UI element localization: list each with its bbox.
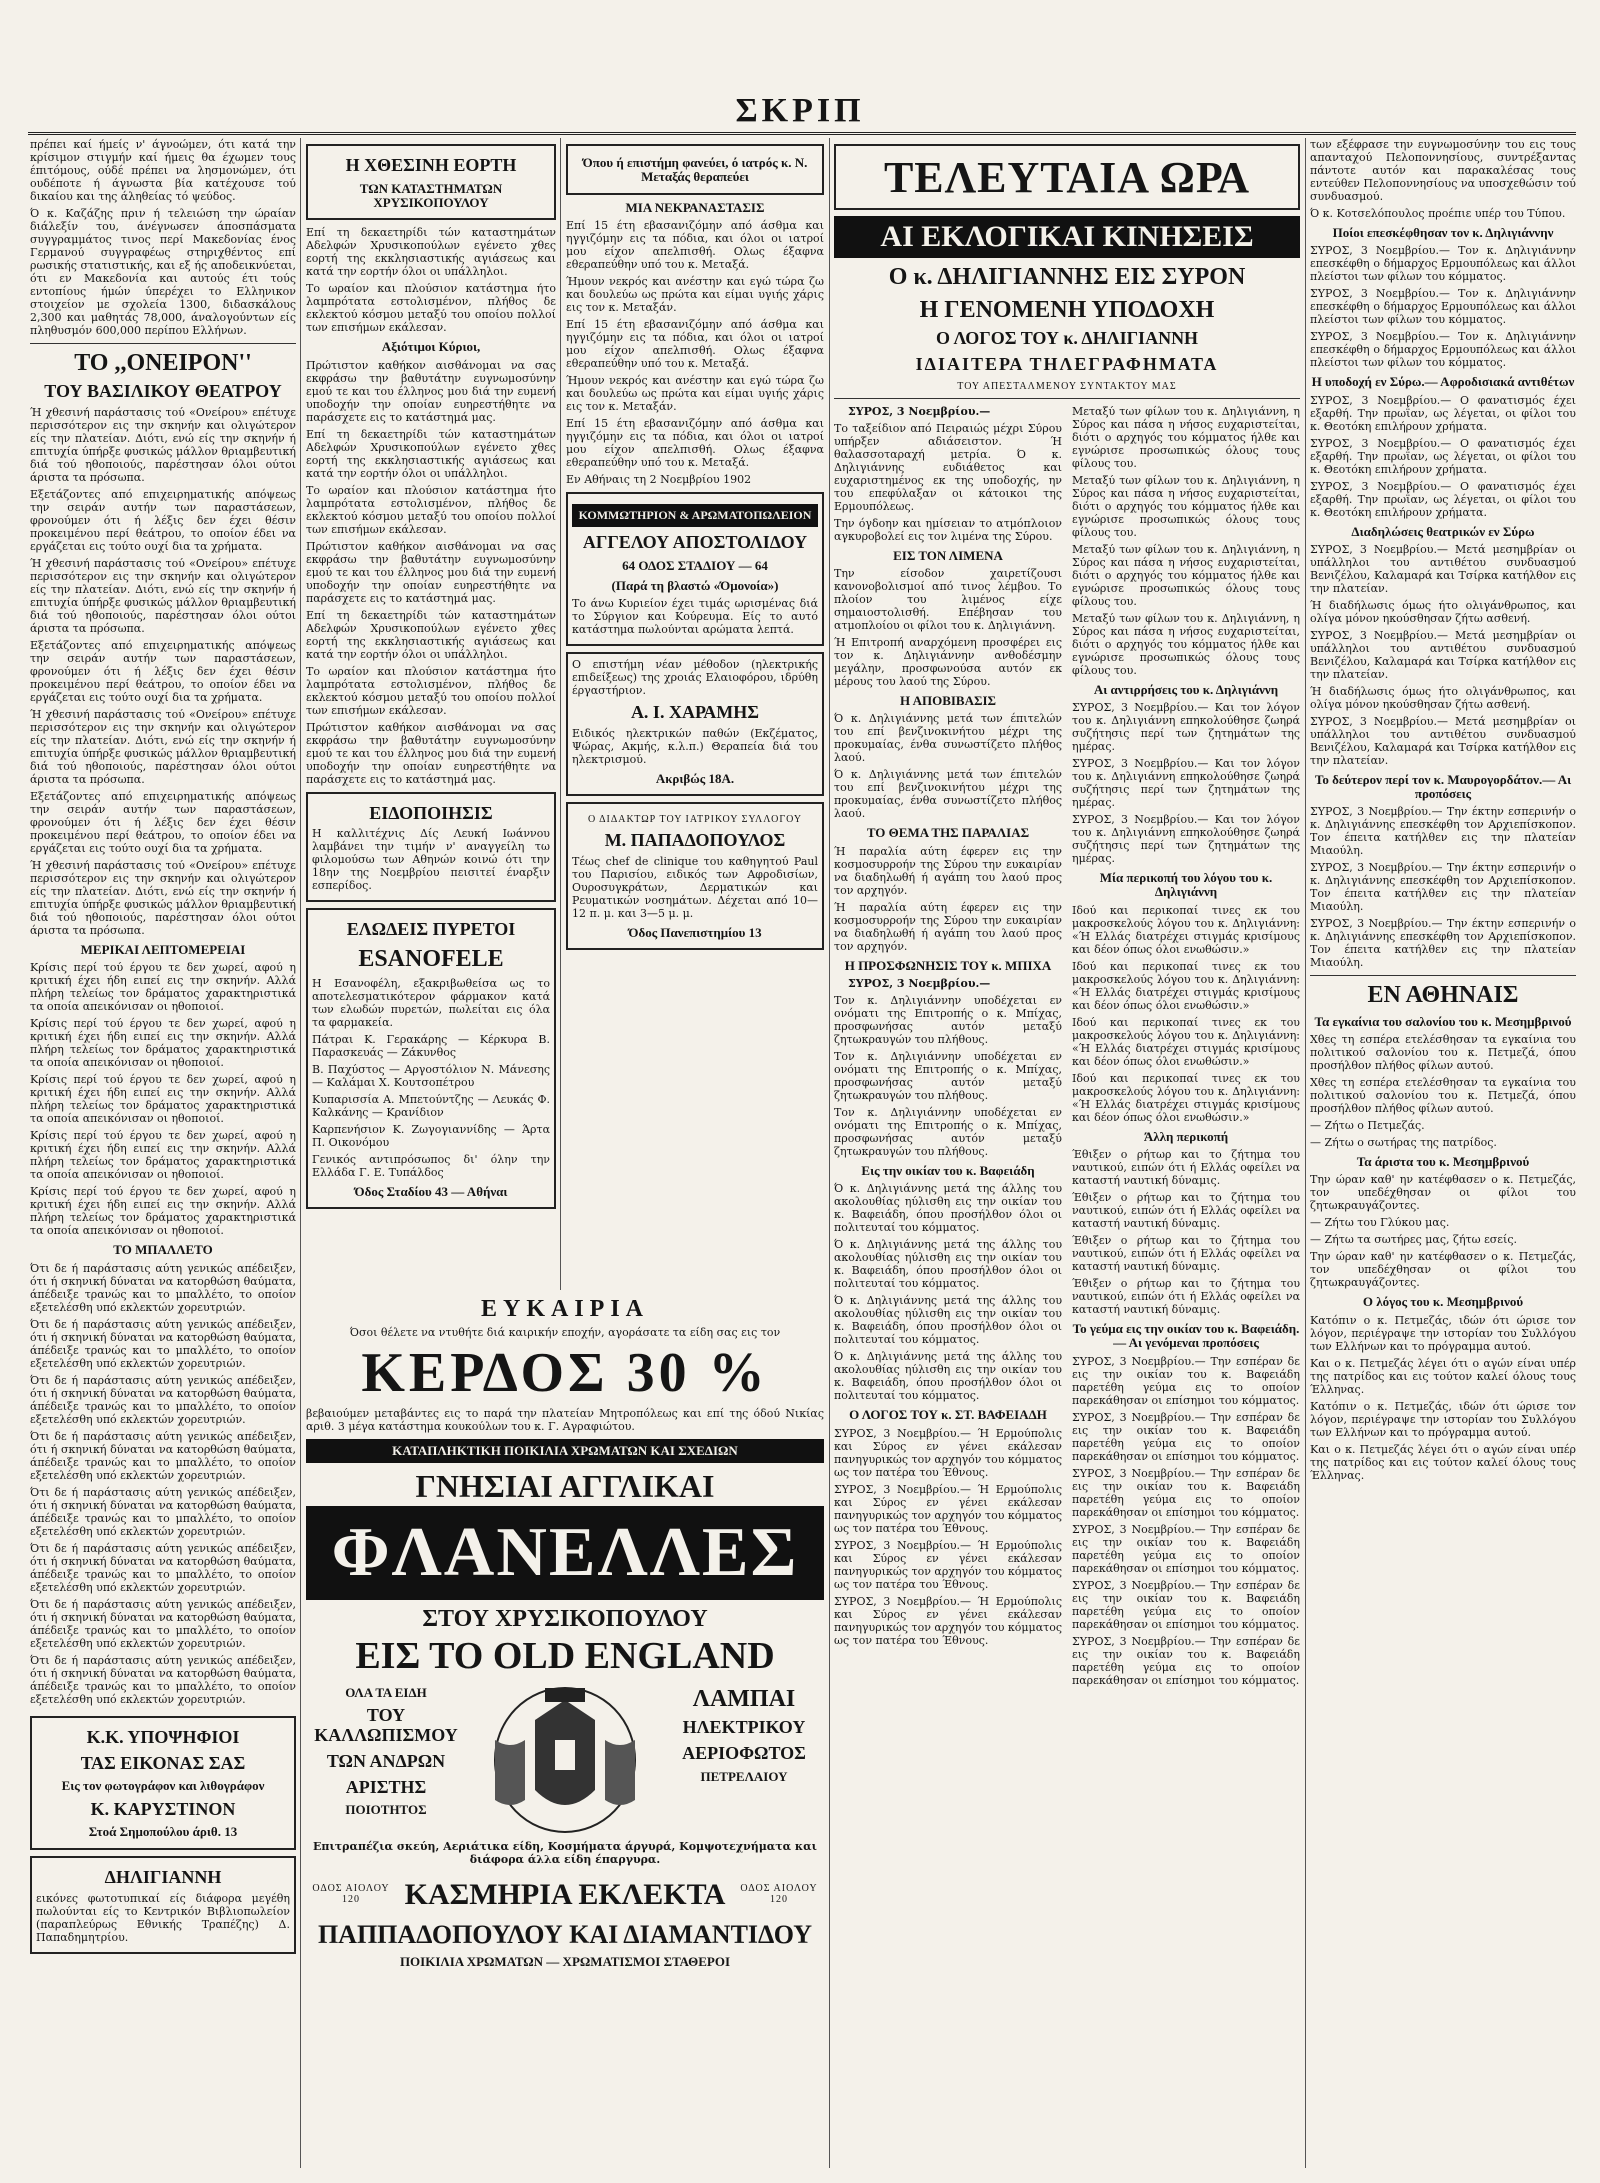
column-divider [1305,138,1306,2168]
ad-england-right [664,1680,824,1788]
ad-address: Ακριβώς 18Α. [655,771,735,787]
article-text: Το ταξείδιον από Πειραιώς μέχρι Σύρου υπήρξεν αδιάσειστον. Ή θαλασσοταραχή μετρία. Ό κ. Δηλιγιάννης ευδιάθετος και ευχαριστημένος εκ της υποδοχής, ην του επεφύλαξαν οι κάτοικοι της Ερμουπόλεως. [834,421,1062,513]
article-text: ΣΥΡΟΣ, 3 Νοεμβρίου.— Ο φανατισμός έχει εξαρθή. Την πρωΐαν, ως λέγεται, οι φίλοι του κ. Θεοτόκη επιλήρουν χρήματα. [1310,436,1576,476]
article-text: ΣΥΡΟΣ, 3 Νοεμβρίου.— Την έκτην εσπερινήν ο κ. Δηλιγιάννης επεσκέφθη τον Αρχιεπίσκοπον. Τον έπειτα κατήλθεν εις την πλατείαν Μιαούλη. [1310,805,1576,858]
article-text: Ή χθεσινή παράστασις τού «Ονείρου» επέτυχε περισσότερον εις την σκηνήν και ολιγώτερον είς την πλατείαν. Διότι, ενώ είς την σκηνήν ή επιτυχία ύπήρξε φυσικώς μάλλον θριαμβευτική διά τού ηθοποιούς, παρέστησαν όλοι ούτοι άριστα τα πρόσωπα. [30,406,296,485]
article-text: Εξετάζοντες από επιχειρηματικής απόψεως την σειράν αυτήν των παραστάσεων, φρονούμεν ότι ή λέξις δεν έχει θέσιν προκειμένου περί θεάτρου, το οποίον έδει να εργάζεται εις τούτο ουχί δια τα χρήματα. [30,639,296,705]
article-text: Ό κ. Καζάζης πριν ή τελειώση την ώραίαν διάλεξίν του, άνέγνωσεν άποσπάσματα συγγραμμάτος τινος περί Μακεδονίας ένος Γερμανού συγγραφέως στηριχθέντος επί ρωσικής στατιστικής, και εξ ής αποδεικνύεται, ότι εν Μακεδονία και αυτούς έτι τούς εντοπίους ήμών ύπερέχει το Ελληνικον στοιχείον με σχολεία 1300, διδασκάλους 2,300 και μαθητάς 78,000, άναλογούντων είς πληθυσμόν 600,000 περίπου Ελλήνων. [30,207,296,337]
article-text: ΣΥΡΟΣ, 3 Νοεμβρίου.— Τον κ. Δηλιγιάννην επεσκέφθη ο δήμαρχος Ερμουπόλεως και άλλοι πλείστοι των φίλων του κόμματος. [1310,330,1576,370]
article-text: Κρίσις περί τού έργου τε δεν χωρεί, αφού η κριτική έχει ήδη ειπεί εις την σκηνήν. Αλλά πλήρη τελείως τον δράματος χαρακτηριστικά τα οποία απεικόνισαν οι ηθοποιοί. [30,961,296,1014]
article-text: Ό κ. Δηλιγιάννης μετά των έπιτελών του επί βενζινοκινήτου μέχρι της προκυμαίας, ένθα συνωστίζετο πλήθος λαού. [834,768,1062,821]
article-text: ΣΥΡΟΣ, 3 Νοεμβρίου.— Ή Ερμούπολις και Σύρος εν γένει εκάλεσαν πανηγυρικώς τον αρχηγόν του κόμματος ως τον πατέρα του Έθνους. [834,1594,1062,1647]
ad-ypopsifioi [30,1716,296,1850]
article-text: Επί 15 έτη εβασανιζόμην από άσθμα και ηγγιζόμην εις τα πόδια, και όλοι οι ιατροί μου είχον απελπισθή. Ολως έξαφνα εθεραπεύθην υπό του κ. Μεταξά. [566,317,824,370]
dateline-lead: ΣΥΡΟΣ, 3 Νοεμβρίου.— [848,404,991,418]
article-text: ΣΥΡΟΣ, 3 Νοεμβρίου.— Την έκτην εσπερινήν ο κ. Δηλιγιάννης επεσκέφθη τον Αρχιεπίσκοπον. Τον έπειτα κατήλθεν εις την πλατείαν Μιαούλη. [1310,917,1576,970]
subhead-ypodochi: Η υποδοχή εν Σύρω.— Αφροδισιακά αντιθέτων [1311,374,1575,390]
article-text: Εξετάζοντες από επιχειρηματικής απόψεως την σειράν αυτήν των παραστάσεων, φρονούμεν ότι ή λέξις δεν έχει θέσιν προκειμένου περί θεάτρου, το οποίον έδει να εργάζεται εις τούτο ουχί δια τα χρήματα. [30,790,296,856]
headline-apestalmenou: ΤΟΥ ΑΠΕΣΤΑΛΜΕΝΟΥ ΣΥΝΤΑΚΤΟΥ ΜΑΣ [957,380,1177,392]
ad-text: Γενικός αντιπρόσωπος δι' όλην την Ελλάδα Γ. Ε. Τυπάλδος [312,1152,550,1179]
article-text: Εξετάζοντες από επιχειρηματικής απόψεως την σειράν αυτήν των παραστάσεων, φρονούμεν ότι ή λέξις δεν έχει θέσιν προκειμένου περί θεάτρου, το οποίον έδει να εργάζεται εις τούτο ουχί δια τα χρήματα. [30,488,296,554]
article-text: ΣΥΡΟΣ, 3 Νοεμβρίου.— Ο φανατισμός έχει εξαρθή. Την πρωΐαν, ως λέγεται, οι φίλοι του κ. Θεοτόκη επιλήρουν χρήματα. [1310,479,1576,519]
article-text: Κρίσις περί τού έργου τε δεν χωρεί, αφού η κριτική έχει ήδη ειπεί εις την σκηνήν. Αλλά πλήρη τελείως τον δράματος χαρακτηριστικά τα οποία απεικόνισαν οι ηθοποιοί. [30,1129,296,1182]
subhead-limena: ΕΙΣ ΤΟΝ ΛΙΜΕΝΑ [893,547,1003,563]
ad-band: ΚΟΜΜΩΤΗΡΙΟΝ & ΑΡΩΜΑΤΟΠΩΛΕΙΟΝ [572,504,818,527]
pharmacy-line: Πάτραι Κ. Γερακάρης — Κέρκυρα Β. Παρασκευάς — Ζάκυνθος [312,1032,550,1059]
headline-leptomereiai: ΜΕΡΙΚΑΙ ΛΕΠΤΟΜΕΡΕΙΑΙ [80,942,246,958]
article-text: Την ώραν καθ' ην κατέφθασεν ο κ. Πετμεζάς, τον υπεδέχθησαν οι φίλοι του ζητωκραυγάζοντες. [1310,1250,1576,1290]
dateline-lead: ΣΥΡΟΣ, 3 Νοεμβρίου.— [848,976,991,990]
teleutaia-box [834,144,1300,210]
separator [1310,975,1576,976]
ad-kasmiria: ΚΑΣΜΗΡΙΑ ΕΚΛΕΚΤΑ [404,1877,726,1911]
article-text: Ό κ. Δηλιγιάννης μετά της άλλης του ακολουθίας ηύλισθη εις την οικίαν του κ. Βαφειάδη, όπου προσήλθον όλοι οι πολιτευταί του κόμματος. [834,1350,1062,1403]
article-text: — Ζήτω ο Πετμεζάς. [1310,1119,1425,1133]
article-text: Έθιξεν ο ρήτωρ και το ζήτημα του ναυτικού, ειπών ότι ή Ελλάς οφείλει να καταστή ναυτική δύναμις. [1072,1190,1300,1230]
dateline [834,977,1062,990]
article-text: Κατόπιν ο κ. Πετμεζάς, ιδών ότι ώρισε τον λόγον, περιέγραψε την ιστορίαν του Συλλόγου των Ελλήνων και το πρόγραμμα αυτού. [1310,1399,1576,1439]
subhead-alli: Άλλη περικοπή [1143,1128,1229,1144]
ad-diligianni [30,1856,296,1954]
royal-emblem-icon [475,1680,655,1840]
headline-eidopoiisis: ΕΙΔΟΠΟΙΗΣΙΣ [369,802,493,823]
article-text: Έθιξεν ο ρήτωρ και το ζήτημα του ναυτικού, ειπών ότι ή Ελλάς οφείλει να καταστή ναυτική δύναμις. [1072,1233,1300,1273]
article-text: ΣΥΡΟΣ, 3 Νοεμβρίου.— Ή Ερμούπολις και Σύρος εν γένει εκάλεσαν πανηγυρικώς τον αρχηγόν του κόμματος ως τον πατέρα του Έθνους. [834,1426,1062,1479]
article-text: Την όγδοην και ημίσειαν το ατμόπλοιον αγκυροβολεί εις τον λιμένα της Σύρου. [834,516,1062,543]
dateline [834,405,1062,418]
article-text: ΣΥΡΟΣ, 3 Νοεμβρίου.— Και τον λόγον του κ. Δηλιγιάννη επηκολούθησε ζωηρά συζήτησις περί των ζητημάτων της ημέρας. [1072,757,1300,810]
ad-kasmiria-row [306,1872,824,1915]
ad-line: ΠΕΤΡΕΛΑΙΟΥ [700,1768,788,1784]
article-text: Ό κ. Δηλιγιάννης μετά της άλλης του ακολουθίας ηύλισθη εις την οικίαν του κ. Βαφειάδη, όπου προσήλθον όλοι οι πολιτευταί του κόμματος. [834,1294,1062,1347]
article-text: Την είσοδον χαιρετίζουσι κανονοβολισμοί από τινος λέμβου. Το πλοίον του λιμένος είχε σημαιοστολισθή. Επέβησαν του ατμοπλοίου οι φίλοι του κ. Δηλιγιάννη. [834,567,1062,633]
ad-band: ΚΑΤΑΠΛΗΚΤΙΚΗ ΠΟΙΚΙΛΙΑ ΧΡΩΜΑΤΩΝ ΚΑΙ ΣΧΕΔΙΩΝ [306,1439,824,1463]
ad-kerdos: ΚΕΡΔΟΣ 30 % [361,1342,769,1405]
feast-quote-title: Αξιότιμοι Κύριοι, [381,339,481,355]
article-text: Επί τη δεκαετηρίδι τών καταστημάτων Αδελφών Χρυσικοπούλων εγένετο χθες εορτή της εκκλησιαστικής αγιάσεως και κατά την εορτήν όλοι οι υπάλληλοι. [306,226,556,279]
subhead-egkainia: Τα εγκαίνια του σαλονίου του κ. Μεσημβρινού [1314,1013,1572,1029]
article-text: Ότι δε ή παράστασις αύτη γενικώς απέδειξεν, ότι ή σκηνική δύναται να κατορθώση θαύματα, άπέδειξε τρανώς και το μπαλλέτο, το οποίον εξετελέσθη υπό εκλεκτών χορευτριών. [30,1429,296,1482]
subhead-potoi: Ποίοι επεσκέφθησαν τον κ. Δηλιγιάννην [1332,225,1554,240]
article-text: Κατόπιν ο κ. Πετμεζάς, ιδών ότι ώρισε τον λόγον, περιέγραψε την ιστορίαν του Συλλόγου των Ελλήνων και το πρόγραμμα αυτού. [1310,1313,1576,1353]
headline-logos: Ο ΛΟΓΟΣ ΤΟΥ κ. ΔΗΛΙΓΙΑΝΝΗ [935,328,1199,349]
masthead [0,92,1600,132]
article-text: Μεταξύ των φίλων του κ. Δηλιγιάννη, η Σύρος και πάσα η νήσος ευχαριστείται, διότι ο αρχηγός του κόμματος ήλθε και εγνώρισε προσωπικώς όλους τους φίλους του. [1072,473,1300,539]
article-text: Τον κ. Δηλιγιάννην υποδέχεται εν ονόματι της Επιτροπής ο κ. Μπίχας, προσφωνήσας αυτόν μεταξύ ζητωκραυγών του πλήθους. [834,1049,1062,1102]
article-text: ΣΥΡΟΣ, 3 Νοεμβρίου.— Την εσπέραν δε εις την οικίαν του κ. Βαφειάδη παρετέθη γεύμα εις το οποίον παρεκάθησαν οι επίσημοι του κόμματος. [1072,1354,1300,1407]
ad-text: Η Εσανοφέλη, εξακριβωθείσα ως το αποτελεσματικότερον φάρμακον κατά των ελωδών πυρετών, πωλείται εις όλα τα φαρμακεία. [312,976,550,1029]
ad-address: ΟΔΟΣ ΑΙΟΛΟΥ 120 [740,1883,818,1906]
feast-header-box [306,144,556,220]
article-text: ΣΥΡΟΣ, 3 Νοεμβρίου.— Ο φανατισμός έχει εξαρθή. Την πρωΐαν, ως λέγεται, οι φίλοι του κ. Θεοτόκη επιλήρουν χρήματα. [1310,393,1576,433]
headline-ypodochi: Η ΓΕΝΟΜΕΝΗ ΥΠΟΔΟΧΗ [919,296,1215,323]
col4-right [1072,405,1300,1691]
article-text: Έθιξεν ο ρήτωρ και το ζήτημα του ναυτικού, ειπών ότι ή Ελλάς οφείλει να καταστή ναυτική δύναμις. [1072,1276,1300,1316]
article-text: Πρώτιστον καθήκον αισθάνομαι να σας εκφράσω την βαθυτάτην ευγνωμοσύνην εμού τε και του έλληνος μου διά την ευμενή υποδοχήν την οποίαν ευηρεστήθητε να παράσχετε εις το κατάστημά μας. [306,720,556,786]
headline-nekranastasis: ΜΙΑ ΝΕΚΡΑΝΑΣΤΑΣΙΣ [625,199,765,215]
headline-syros: Ο κ. ΔΗΛΙΓΙΑΝΝΗΣ ΕΙΣ ΣΥΡΟΝ [888,264,1246,291]
article-text: Κρίσις περί τού έργου τε δεν χωρεί, αφού η κριτική έχει ήδη ειπεί εις την σκηνήν. Αλλά πλήρη τελείως τον δράματος χαρακτηριστικά τα οποία απεικόνισαν οι ηθοποιοί. [30,1017,296,1070]
ad-pappadopoulou: ΠΑΠΠΑΔΟΠΟΥΛΟΥ ΚΑΙ ΔΙΑΜΑΝΤΙΔΟΥ [317,1919,813,1949]
subhead-vafeiadi: Εις την οικίαν του κ. Βαφειάδη [861,1162,1035,1178]
article-text: Τον κ. Δηλιγιάννην υποδέχεται εν ονόματι της Επιτροπής ο κ. Μπίχας, προσφωνήσας αυτόν μεταξύ ζητωκραυγών του πλήθους. [834,993,1062,1046]
eidopoiisis-box [306,792,556,903]
article-text: Επί 15 έτη εβασανιζόμην από άσθμα και ηγγιζόμην εις τα πόδια, και όλοι οι ιατροί μου είχον απελπισθή. Ολως έξαφνα εθεραπεύθην υπό του κ. Μεταξά. [566,218,824,271]
ad-brand: ESANOFELE [358,946,504,973]
ad-title: ΔΗΛΙΓΙΑΝΝΗ [104,1866,222,1887]
center-ad-block [306,1290,824,2170]
subheadline-feast: ΤΩΝ ΚΑΤΑΣΤΗΜΑΤΩΝ ΧΡΥΣΙΚΟΠΟΥΛΟΥ [359,180,503,211]
headline-balleto: ΤΟ ΜΠΑΛΛΕΤΟ [113,1242,213,1258]
ad-line: ΛΑΜΠΑΙ [692,1685,796,1712]
article-text: ΣΥΡΟΣ, 3 Νοεμβρίου.— Την εσπέραν δε εις την οικίαν του κ. Βαφειάδη παρετέθη γεύμα εις το οποίον παρεκάθησαν οι επίσημοι του κόμματος. [1072,1466,1300,1519]
column-1 [30,138,296,2168]
article-text: Ή Επιτροπή αναρχόμενη προσφέρει εις τον κ. Δηλιγιάννην ανθοδέσμην μεγάλην, προσφωνούσα αυτόν εκ μέρους του λαού της Σύρου. [834,636,1062,689]
article-text: ΣΥΡΟΣ, 3 Νοεμβρίου.— Τον κ. Δηλιγιάννην επεσκέφθη ο δήμαρχος Ερμουπόλεως και άλλοι πλείστοι των φίλων του κόμματος. [1310,244,1576,284]
ad-esanofele [306,908,556,1208]
article-text: Ήμουν νεκρός και ανέστην και εγώ τώρα ζω και δουλεύω ως πρώτα και είμαι υγιής χάρις εις τον κ. Μεταξάν. [566,373,824,413]
ad-address: Στοά Σημοπούλου άριθ. 13 [88,1824,238,1840]
ad-england-left [306,1680,466,1822]
ad-text: Ο επιστήμη νέαν μέθοδον (ηλεκτρικής επιδείξεως) της χροιάς Ελαιοφόρου, ιδρύθη έργαστήριον. [572,658,818,698]
article-text: Τον κ. Δηλιγιάννην υποδέχεται εν ονόματι της Επιτροπής ο κ. Μπίχας, προσφωνήσας αυτόν μεταξύ ζητωκραυγών του πλήθους. [834,1105,1062,1158]
article-text: ΣΥΡΟΣ, 3 Νοεμβρίου.— Την εσπέραν δε εις την οικίαν του κ. Βαφειάδη παρετέθη γεύμα εις το οποίον παρεκάθησαν οι επίσημοι του κόμματος. [1072,1410,1300,1463]
headline-oneiron: ΤΟ ,,ΟΝΕΙΡΟΝ'' [74,350,252,376]
ad-flannelles: ΦΛΑΝΕΛΛΕΣ [331,1514,799,1592]
subhead-apovivasis: Η ΑΠΟΒΙΒΑΣΙΣ [899,693,997,709]
masthead-title: ΣΚΡΙΠ [735,92,865,129]
article-text: ΣΥΡΟΣ, 3 Νοεμβρίου.— Την εσπέραν δε εις την οικίαν του κ. Βαφειάδη παρετέθη γεύμα εις το οποίον παρεκάθησαν οι επίσημοι του κόμματος. [1072,1634,1300,1687]
article-text: Το ωραίον και πλούσιον κατάστημα ήτο λαμπρότατα εστολισμένον, πλήθος δε εκλεκτού κόσμου μεταξύ του οποίου πολλοί των επισήμων εκάλεσαν. [306,664,556,717]
ad-line: ΤΩΝ ΑΝΔΡΩΝ [326,1750,446,1771]
article-text: Ιδού και περικοπαί τινες εκ του μακροσκελούς λόγου του κ. Δηλιγιάννη: «Ή Ελλάς διατρέχει στιγμάς κρισίμους και δέον όπως όλοι ενωθώσιν.» [1072,1071,1300,1124]
notice-text: Η καλλιτέχνις Δίς Λευκή Ιωάννου λαμβάνει την τιμήν ν' αναγγείλη τω φιλομούσω των Αθηνών κοινώ ότι την 18ην της Νοεμβρίου πεισιτεί έναρξιν εσπερίδος. [312,827,550,893]
ad-eukairia: ΕΥΚΑΙΡΙΑ [480,1296,649,1322]
ad-title: Α. Ι. ΧΑΡΑΜΗΣ [630,702,760,723]
article-text: Την ώραν καθ' ην κατέφθασεν ο κ. Πετμεζάς, τον υπεδέχθησαν οι φίλοι του ζητωκραυγάζοντες. [1310,1173,1576,1213]
subhead-diathlosis: Διαδηλώσεις θεατρικών εν Σύρω [1351,523,1535,539]
article-text: ΣΥΡΟΣ, 3 Νοεμβρίου.— Μετά μεσημβρίαν οι υπάλληλοι του αντιθέτου συνδυασμού Βενιζέλου, Καλαμαρά και Τσίρκα κατήλθον εις την πλατείαν. [1310,714,1576,767]
article-text: Μεταξύ των φίλων του κ. Δηλιγιάννη, η Σύρος και πάσα η νήσος ευχαριστείται, διότι ο αρχηγός του κόμματος ήλθε και εγνώρισε προσωπικώς όλους τους φίλους του. [1072,542,1300,608]
col4-subcolumns [834,405,1300,1691]
ad-line: ΑΡΙΣΤΗΣ [345,1776,427,1797]
ad-address: ΟΔΟΣ ΑΙΟΛΟΥ 120 [312,1883,390,1906]
article-text: Ότι δε ή παράστασις αύτη γενικώς απέδειξεν, ότι ή σκηνική δύναται να κατορθώση θαύματα, άπέδειξε τρανώς και το μπαλλέτο, το οποίον εξετελέσθη υπό εκλεκτών χορευτριών. [30,1485,296,1538]
ad-papadopoulos [566,802,824,950]
article-text: Μεταξύ των φίλων του κ. Δηλιγιάννη, η Σύρος και πάσα η νήσος ευχαριστείται, διότι ο αρχηγός του κόμματος ήλθε και εγνώρισε προσωπικώς όλους τους φίλους του. [1072,404,1300,470]
subhead-mavrogordato: Το δεύτερον περί τον κ. Μαυρογορδάτον.— Αι προπόσεις [1314,771,1572,802]
subhead-thema: ΤΟ ΘΕΜΑ ΤΗΣ ΠΑΡΑΛΙΑΣ [866,825,1030,841]
notice-title: Όπου ή επιστήμη φανεύει, ό ιατρός κ. Ν. Μεταξάς θεραπεύει [582,155,808,185]
article-text: — Ζήτω ο σωτήρας της πατρίδος. [1310,1136,1497,1150]
article-text: Χθες τη εσπέρα ετελέσθησαν τα εγκαίνια του πολιτικού σαλονίου του κ. Πετμεζά, όπου προσήλθον πλήθος φίλων αυτού. [1310,1033,1576,1073]
subhead-logos: Ο λόγος του κ. Μεσημβρινού [1362,1294,1524,1310]
col4-left [834,405,1062,1691]
ad-text: Ειδικός ηλεκτρικών παθών (Εκζέματος, Ψώρας, Ακμής, κ.λ.π.) Θεραπεία διά του ηλεκτρισμού. [572,727,818,767]
article-text: ΣΥΡΟΣ, 3 Νοεμβρίου.— Μετά μεσημβρίαν οι υπάλληλοι του αντιθέτου συνδυασμού Βενιζέλου, Καλαμαρά και Τσίρκα κατήλθον εις την πλατείαν. [1310,542,1576,595]
ad-address: Όδος Πανεπιστημίου 13 [628,925,762,941]
ad-text: Το άνω Κυριείον έχει τιμάς ωρισμένας διά το Σύργιον και Κούρευμα. Είς το αυτό κατάστημα πωλούνται αρώματα λεπτά. [572,597,818,637]
article-text: Έθιξεν ο ρήτωρ και το ζήτημα του ναυτικού, ειπών ότι ή Ελλάς οφείλει να καταστή ναυτική δύναμις. [1072,1147,1300,1187]
headline-en-athinais: ΕΝ ΑΘΗΝΑΙΣ [1367,982,1519,1009]
article-text: ΣΥΡΟΣ, 3 Νοεμβρίου.— Ή Ερμούπολις και Σύρος εν γένει εκάλεσαν πανηγυρικώς τον αρχηγόν του κόμματος ως τον πατέρα του Έθνους. [834,1482,1062,1535]
article-text: Ότι δε ή παράστασις αύτη γενικώς απέδειξεν, ότι ή σκηνική δύναται να κατορθώση θαύματα, άπέδειξε τρανώς και το μπαλλέτο, το οποίον εξετελέσθη υπό εκλεκτών χορευτριών. [30,1373,296,1426]
column-4 [834,138,1300,2168]
article-text: Χθες τη εσπέρα ετελέσθησαν τα εγκαίνια του πολιτικού σαλονίου του κ. Πετμεζά, όπου προσήλθον πλήθος φίλων αυτού. [1310,1076,1576,1116]
headline-teleutaia: ΤΕΛΕΥΤΑΙΑ ΩΡΑ [883,153,1251,202]
article-text: Και ο κ. Πετμεζάς λέγει ότι ο αγών είναι υπέρ της πατρίδος και εις τούτον καλεί όλους τους Έλληνας. [1310,1356,1576,1396]
ad-line: ΗΛΕΚΤΡΙΚΟΥ [682,1717,806,1738]
ad-charamis [566,652,824,796]
ad-title: Κ.Κ. ΥΠΟΨΗΦΙΟΙ [86,1726,240,1747]
subhead-antirrisis: Αι αντιρρήσεις του κ. Δηλιγιάννη [1093,681,1279,697]
headline-feast: Η ΧΘΕΣΙΝΗ ΕΟΡΤΗ [345,155,517,175]
pharmacy-line: Β. Παχύστος — Αργοστόλιον Ν. Μάνεσης — Καλάμαι Χ. Κουτσοπέτρου [312,1062,550,1089]
article-text: Ό κ. Δηλιγιάννης μετά της άλλης του ακολουθίας ηύλισθη εις την οικίαν του κ. Βαφειάδη, όπου προσήλθον όλοι οι πολιτευταί του κόμματος. [834,1182,1062,1235]
article-text: Ό κ. Κοτσελόπουλος προέπιε υπέρ του Τύπου. [1310,207,1566,220]
column-divider [829,138,830,2168]
article-text: Ή διαδήλωσις όμως ήτο ολιγάνθρωπος, και ολίγα μόνον ηκούσθησαν ζήτω ασθενή. [1310,598,1576,625]
article-text: Ό κ. Δηλιγιάννης μετά των έπιτελών του επί βενζινοκινήτου μέχρι της προκυμαίας, ένθα συνωστίζετο πλήθος λαού. [834,712,1062,765]
ad-line: ΤΟΥ ΚΑΛΛΩΠΙΣΜΟΥ [314,1705,458,1745]
article-text: Ότι δε ή παράστασις αύτη γενικώς απέδειξεν, ότι ή σκηνική δύναται να κατορθώση θαύματα, άπέδειξε τρανώς και το μπαλλέτο, το οποίον εξετελέσθη υπό εκλεκτών χορευτριών. [30,1541,296,1594]
ad-subtitle: (Παρά τη βλαστώ «Όμονοία») [611,577,779,593]
subhead-aristeris: Τα άριστα του κ. Μεσημβρινού [1356,1154,1530,1170]
article-text: Ότι δε ή παράστασις αύτη γενικώς απέδειξεν, ότι ή σκηνική δύναται να κατορθώση θαύματα, άπέδειξε τρανώς και το μπαλλέτο, το οποίον εξετελέσθη υπό εκλεκτών χορευτριών. [30,1317,296,1370]
article-text: Πρώτιστον καθήκον αισθάνομαι να σας εκφράσω την βαθυτάτην ευγνωμοσύνην εμού τε και του έλληνος μου διά την ευμενή υποδοχήν την οποίαν ευηρεστήθητε να παράσχετε εις το κατάστημά μας. [306,539,556,605]
article-text: Πρώτιστον καθήκον αισθάνομαι να σας εκφράσω την βαθυτάτην ευγνωμοσύνην εμού τε και του έλληνος μου διά την ευμενή υποδοχήν την οποίαν ευηρεστήθητε να παράσχετε εις το κατάστημά μας. [306,358,556,424]
article-text: Κρίσις περί τού έργου τε δεν χωρεί, αφού η κριτική έχει ήδη ειπεί εις την σκηνήν. Αλλά πλήρη τελείως τον δράματος χαρακτηριστικά τα οποία απεικόνισαν οι ηθοποιοί. [30,1185,296,1238]
metaxas-notice [566,144,824,195]
article-text: Ιδού και περικοπαί τινες εκ του μακροσκελούς λόγου του κ. Δηλιγιάννη: «Ή Ελλάς διατρέχει στιγμάς κρισίμους και δέον όπως όλοι ενωθώσιν.» [1072,959,1300,1012]
subheadline-oneiron: ΤΟΥ ΒΑΣΙΛΙΚΟΥ ΘΕΑΤΡΟΥ [44,381,282,402]
ad-england-grid [306,1680,824,1840]
ad-old-england: ΕΙΣ ΤΟ OLD ENGLAND [355,1635,775,1678]
article-text: Ότι δε ή παράστασις αύτη γενικώς απέδειξεν, ότι ή σκηνική δύναται να κατορθώση θαύματα, άπέδειξε τρανώς και το μπαλλέτο, το οποίον εξετελέσθη υπό εκλεκτών χορευτριών. [30,1261,296,1314]
headline-tilegrafimata: ΙΔΙΑΙΤΕΡΑ ΤΗΛΕΓΡΑΦΗΜΑΤΑ [915,353,1219,374]
article-text: Επί τη δεκαετηρίδι τών καταστημάτων Αδελφών Χρυσικοπούλων εγένετο χθες εορτή της εκκλησιαστικής αγιάσεως και κατά την εορτήν όλοι οι υπάλληλοι. [306,427,556,480]
article-text: Ιδού και περικοπαί τινες εκ του μακροσκελούς λόγου του κ. Δηλιγιάννη: «Ή Ελλάς διατρέχει στιγμάς κρισίμους και δέον όπως όλοι ενωθώσιν.» [1072,903,1300,956]
masthead-rule [28,132,1576,135]
ad-text: Όσοι θέλετε να ντυθήτε διά καιρικήν εποχήν, αγοράσατε τα είδη σας εις τον [349,1326,781,1340]
ad-bottom-line: ΠΟΙΚΙΛΙΑ ΧΡΩΜΑΤΩΝ — ΧΡΩΜΑΤΙΣΜΟΙ ΣΤΑΘΕΡΟΙ [399,1954,731,1970]
article-text: Ή χθεσινή παράστασις τού «Ονείρου» επέτυχε περισσότερον εις την σκηνήν και ολιγώτερον είς την πλατείαν. Διότι, ενώ είς την σκηνήν ή επιτυχία ύπήρξε φυσικώς μάλλον θριαμβευτική διά τού ηθοποιούς, παρέστησαν όλοι ούτοι άριστα τα πρόσωπα. [30,859,296,938]
article-text: Ότι δε ή παράστασις αύτη γενικώς απέδειξεν, ότι ή σκηνική δύναται να κατορθώση θαύματα, άπέδειξε τρανώς και το μπαλλέτο, το οποίον εξετελέσθη υπό εκλεκτών χορευτριών. [30,1653,296,1706]
ad-address: Όδος Σταδίου 43 — Αθήναι [354,1183,508,1199]
ad-kommotirion [566,492,824,646]
article-text: ΣΥΡΟΣ, 3 Νοεμβρίου.— Την εσπέραν δε εις την οικίαν του κ. Βαφειάδη παρετέθη γεύμα εις το οποίον παρεκάθησαν οι επίσημοι του κόμματος. [1072,1522,1300,1575]
article-text: Και ο κ. Πετμεζάς λέγει ότι ο αγών είναι υπέρ της πατρίδος και εις τούτον καλεί όλους τους Έλληνας. [1310,1442,1576,1482]
article-text: Το ωραίον και πλούσιον κατάστημα ήτο λαμπρότατα εστολισμένον, πλήθος δε εκλεκτού κόσμου μεταξύ του οποίου πολλοί των επισήμων εκάλεσαν. [306,483,556,536]
article-text: ΣΥΡΟΣ, 3 Νοεμβρίου.— Την έκτην εσπερινήν ο κ. Δηλιγιάννης επεσκέφθη τον Αρχιεπίσκοπον. Τον έπειτα κατήλθεν εις την πλατείαν Μιαούλη. [1310,861,1576,914]
ad-text: Τέως chef de clinique του καθηγητού Paul του Παρισίου, ειδικός των Αφροδισίων, Ουροσυγκράτων, Δερματικών και Ρευματικών νοσημάτων. Δέχεται από 10—12 π. μ. και 3—5 μ. μ. [572,855,818,921]
ad-text: βεβαιούμεν μεταβάντες εις το παρά την πλατείαν Μητροπόλεως και επί της όδού Νικίας αριθ. 3 μέγα κατάστημα κουκούλων του κ. Γ. Αγραφιώτου. [306,1406,824,1433]
pharmacy-line: Καρπενήσιον Κ. Ζωγογιαννίδης — Άρτα Π. Οικονόμου [312,1122,550,1149]
ad-line: ΠΟΙΟΤΗΤΟΣ [345,1802,427,1818]
article-text: Ιδού και περικοπαί τινες εκ του μακροσκελούς λόγου του κ. Δηλιγιάννη: «Ή Ελλάς διατρέχει στιγμάς κρισίμους και δέον όπως όλοι ενωθώσιν.» [1072,1015,1300,1068]
ad-title: ΑΓΓΕΛΟΥ ΑΠΟΣΤΟΛΙΔΟΥ [582,531,808,552]
article-text: Ό κ. Δηλιγιάννης μετά της άλλης του ακολουθίας ηύλισθη εις την οικίαν του κ. Βαφειάδη, όπου προσήλθον όλοι οι πολιτευταί του κόμματος. [834,1238,1062,1291]
ad-title: Μ. ΠΑΠΑΔΟΠΟΥΛΟΣ [604,830,786,851]
ad-line: ΑΕΡΙΟΦΩΤΟΣ [682,1743,806,1764]
separator [30,343,296,344]
article-text: Ή χθεσινή παράστασις τού «Ονείρου» επέτυχε περισσότερον εις την σκηνήν και ολιγώτερον είς την πλατείαν. Διότι, ενώ είς την σκηνήν ή επιτυχία ύπήρξε φυσικώς μάλλον θριαμβευτική διά τού ηθοποιούς, παρέστησαν όλοι ούτοι άριστα τα πρόσωπα. [30,708,296,787]
article-text: πρέπει καί ήμείς ν' άγνοώμεν, ότι κατά την κρίσιμον στιγμήν καί ήμεις θα έχωμεν τους έπιτόμους, ούδέ πρέπει να λησμονώμεν, ότι ουδέποτε ή άγνωστα βία κατέχουσε τού δικαίου και της άληθείας τό ψεύδος. [30,138,296,203]
article-text: Επί τη δεκαετηρίδι τών καταστημάτων Αδελφών Χρυσικοπούλων εγένετο χθες εορτή της εκκλησιαστικής αγιάσεως και κατά την εορτήν όλοι οι υπάλληλοι. [306,608,556,661]
article-text: ΣΥΡΟΣ, 3 Νοεμβρίου.— Και τον λόγον του κ. Δηλιγιάννη επηκολούθησε ζωηρά συζήτησις περί των ζητημάτων της ημέρας. [1072,813,1300,866]
article-text: ΣΥΡΟΣ, 3 Νοεμβρίου.— Ή Ερμούπολις και Σύρος εν γένει εκάλεσαν πανηγυρικώς τον αρχηγόν του κόμματος ως τον πατέρα του Έθνους. [834,1538,1062,1591]
subhead-logos-vafeiadi: Ο ΛΟΓΟΣ ΤΟΥ κ. ΣΤ. ΒΑΦΕΙΑΔΗ [849,1407,1047,1423]
article-text: Κρίσις περί τού έργου τε δεν χωρεί, αφού η κριτική έχει ήδη ειπεί εις την σκηνήν. Αλλά πλήρη τελείως τον δράματος χαρακτηριστικά τα οποία απεικόνισαν οι ηθοποιοί. [30,1073,296,1126]
article-text: Ή χθεσινή παράστασις τού «Ονείρου» επέτυχε περισσότερον εις την σκηνήν και ολιγώτερον είς την πλατείαν. Διότι, ενώ είς την σκηνήν ή επιτυχία ύπήρξε φυσικώς μάλλον θριαμβευτική διά τού ηθοποιούς, παρέστησαν όλοι ούτοι άριστα τα πρόσωπα. [30,557,296,636]
ad-title: ΕΛΩΔΕΙΣ ΠΥΡΕΤΟΙ [346,919,516,940]
article-text: Ή παραλία αύτη έφερεν εις την κοσμοσυρροήν της Σύρου την ευκαιρίαν να διαδηλωθή ή αγάπη του λαού προς τον αρχηγόν. [834,844,1062,897]
subhead-gevma: Το γεύμα εις την οικίαν του κ. Βαφειάδη.— Αι γενόμεναι προπόσεις [1072,1320,1300,1351]
ad-line: ΟΛΑ ΤΑ ΕΙΔΗ [345,1684,427,1700]
article-text: ΣΥΡΟΣ, 3 Νοεμβρίου.— Την εσπέραν δε εις την οικίαν του κ. Βαφειάδη παρετέθη γεύμα εις το οποίον παρεκάθησαν οι επίσημοι του κόμματος. [1072,1578,1300,1631]
ad-address: 64 ΟΔΟΣ ΣΤΑΔΙΟΥ — 64 [622,557,768,573]
ad-chrysikopoulou: ΣΤΟΥ ΧΡΥΣΙΚΟΠΟΥΛΟΥ [422,1605,708,1632]
subhead-prosfonisis: Η ΠΡΟΣΦΩΝΗΣΙΣ ΤΟΥ κ. ΜΠΙΧΑ [844,957,1052,973]
article-text: — Ζήτω του Γλύκου μας. [1310,1216,1450,1230]
ad-pretitle: Ο ΔΙΔΑΚΤΩΡ ΤΟΥ ΙΑΤΡΙΚΟΥ ΣΥΛΛΟΓΟΥ [587,814,803,826]
ad-name: Κ. ΚΑΡΥΣΤΙΝΟΝ [90,1798,236,1819]
ad-text: Επιτραπέζια σκεύη, Αεριάτικα είδη, Κοσμήματα άργυρά, Κομψοτεχνήματα και διάφορα άλλα είδη έπαργυρα. [313,1839,817,1866]
article-text: των εξέφρασε την ευγνωμοσύνην του εις τους απανταχού Πελοποννησίους, συντρέξαντας πάντοτε αυτόν και παρακαλέσας τους εντεύθεν Πελοποννησίους να υποσχεθώσιν τού συνδυασμού. [1310,138,1576,203]
separator [834,398,1300,399]
ad-text: εικόνες φωτοτυπικαί είς διάφορα μεγέθη πωλούνται είς το Κεντρικόν Βιβλιοπωλείον (παραπλεύρως Εθνικής Τραπέζης) Δ. Παπαδημητρίου. [36,1891,290,1944]
ad-flannelles-panel [306,1506,824,1600]
article-text: ΣΥΡΟΣ, 3 Νοεμβρίου.— Τον κ. Δηλιγιάννην επεσκέφθη ο δήμαρχος Ερμουπόλεως και άλλοι πλείστοι των φίλων του κόμματος. [1310,287,1576,327]
ad-gnisiai: ΓΝΗΣΙΑΙ ΑΓΓΛΙΚΑΙ [415,1467,715,1504]
column-5 [1310,138,1576,2168]
column-divider [300,138,301,2168]
article-text: Ή παραλία αύτη έφερεν εις την κοσμοσυρροήν της Σύρου την ευκαιρίαν να διαδηλωθή ή αγάπη του λαού προς τον αρχηγόν. [834,900,1062,953]
article-text: — Ζήτω τα σωτήρες μας, ζήτω εσείς. [1310,1233,1517,1247]
headline-eklogikai: ΑΙ ΕΚΛΟΓΙΚΑΙ ΚΙΝΗΣΕΙΣ [834,216,1300,258]
article-text: Ήμουν νεκρός και ανέστην και εγώ τώρα ζω και δουλεύω ως πρώτα και είμαι υγιής χάρις εις τον κ. Μεταξάν. [566,274,824,314]
article-text: Μεταξύ των φίλων του κ. Δηλιγιάννη, η Σύρος και πάσα η νήσος ευχαριστείται, διότι ο αρχηγός του κόμματος ήλθε και εγνώρισε προσωπικώς όλους τους φίλους του. [1072,611,1300,677]
subhead-perikopi: Μία περικοπή του λόγου του κ. Δηλιγιάννη [1099,870,1273,900]
article-text: Ότι δε ή παράστασις αύτη γενικώς απέδειξεν, ότι ή σκηνική δύναται να κατορθώση θαύματα, άπέδειξε τρανώς και το μπαλλέτο, το οποίον εξετελέσθη υπό εκλεκτών χορευτριών. [30,1597,296,1650]
ad-line: Εις τον φωτογράφον και λιθογράφον [61,1778,265,1794]
article-text: Επί 15 έτη εβασανιζόμην από άσθμα και ηγγιζόμην εις τα πόδια, και όλοι οι ιατροί μου είχον απελπισθή. Ολως έξαφνα εθεραπεύθην υπό του κ. Μεταξά. [566,416,824,469]
article-text: Το ωραίον και πλούσιον κατάστημα ήτο λαμπρότατα εστολισμένον, πλήθος δε εκλεκτού κόσμου μεταξύ του οποίου πολλοί των επισήμων εκάλεσαν. [306,282,556,335]
article-text: ΣΥΡΟΣ, 3 Νοεμβρίου.— Μετά μεσημβρίαν οι υπάλληλοι του αντιθέτου συνδυασμού Βενιζέλου, Καλαμαρά και Τσίρκα κατήλθον εις την πλατείαν. [1310,628,1576,681]
article-text: Ή διαδήλωσις όμως ήτο ολιγάνθρωπος, και ολίγα μόνον ηκούσθησαν ζήτω ασθενή. [1310,684,1576,711]
article-text: ΣΥΡΟΣ, 3 Νοεμβρίου.— Και τον λόγον του κ. Δηλιγιάννη επηκολούθησε ζωηρά συζήτησις περί των ζητημάτων της ημέρας. [1072,701,1300,754]
article-signature: Εν Αθήναις τη 2 Νοεμβρίου 1902 [566,472,752,486]
pharmacy-line: Κυπαρισσία Α. Μπετούντζης — Λευκάς Φ. Καλκάνης — Κρανίδιον [312,1092,550,1119]
ad-subtitle: ΤΑΣ ΕΙΚΟΝΑΣ ΣΑΣ [80,1752,246,1773]
